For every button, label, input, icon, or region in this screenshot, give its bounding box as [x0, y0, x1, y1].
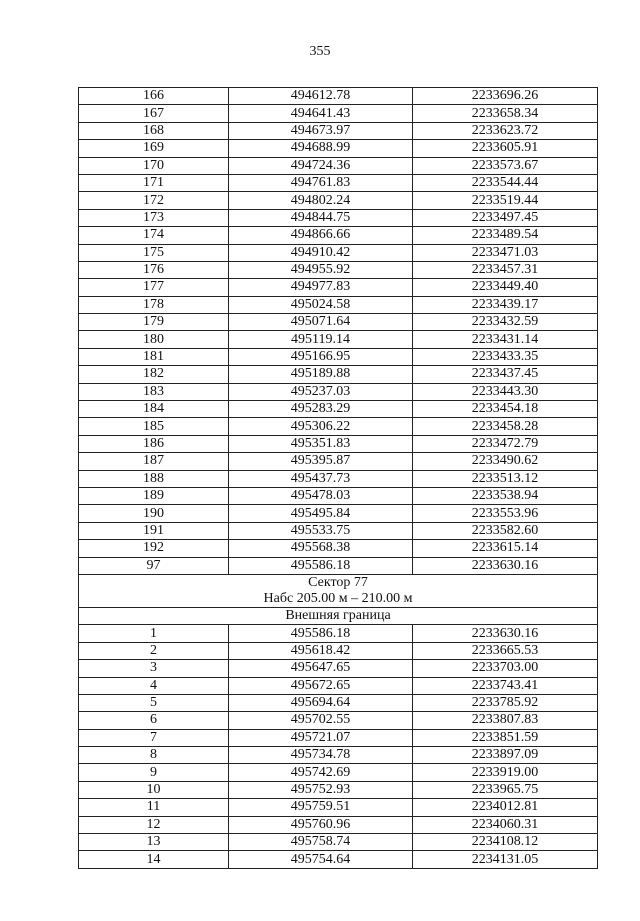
point-number-cell: 185	[79, 418, 229, 435]
x-coordinate-cell: 494724.36	[229, 157, 413, 174]
boundary-label: Внешняя граница	[79, 607, 598, 624]
table-row	[79, 122, 598, 139]
table-row	[79, 677, 598, 694]
y-coordinate-cell: 2233615.14	[413, 540, 598, 557]
point-number-cell: 10	[79, 781, 229, 798]
coordinates-table	[78, 87, 598, 869]
y-coordinate-cell: 2234060.31	[413, 816, 598, 833]
y-coordinate-cell: 2233807.83	[413, 712, 598, 729]
x-coordinate-cell: 495754.64	[229, 851, 413, 868]
point-number-cell: 13	[79, 834, 229, 851]
y-coordinate-cell: 2233623.72	[413, 122, 598, 139]
point-number-cell: 12	[79, 816, 229, 833]
table-row	[79, 453, 598, 470]
y-coordinate-cell: 2233490.62	[413, 453, 598, 470]
y-coordinate-cell: 2233513.12	[413, 470, 598, 487]
y-coordinate-cell: 2233582.60	[413, 522, 598, 539]
table-row	[79, 296, 598, 313]
table-row	[79, 88, 598, 105]
y-coordinate-cell: 2233489.54	[413, 227, 598, 244]
point-number-cell: 176	[79, 261, 229, 278]
table-row	[79, 157, 598, 174]
table-row	[79, 642, 598, 659]
table-row	[79, 227, 598, 244]
table-row	[79, 487, 598, 504]
table-row	[79, 694, 598, 711]
table-row	[79, 816, 598, 833]
point-number-cell: 1	[79, 625, 229, 642]
y-coordinate-cell: 2233437.45	[413, 366, 598, 383]
point-number-cell: 9	[79, 764, 229, 781]
x-coordinate-cell: 495752.93	[229, 781, 413, 798]
point-number-cell: 166	[79, 88, 229, 105]
y-coordinate-cell: 2233703.00	[413, 660, 598, 677]
table-row	[79, 314, 598, 331]
x-coordinate-cell: 495742.69	[229, 764, 413, 781]
x-coordinate-cell: 495495.84	[229, 505, 413, 522]
y-coordinate-cell: 2233553.96	[413, 505, 598, 522]
point-number-cell: 168	[79, 122, 229, 139]
table-row	[79, 140, 598, 157]
x-coordinate-cell: 495647.65	[229, 660, 413, 677]
x-coordinate-cell: 495071.64	[229, 314, 413, 331]
point-number-cell: 179	[79, 314, 229, 331]
x-coordinate-cell: 495189.88	[229, 366, 413, 383]
table-row	[79, 383, 598, 400]
point-number-cell: 177	[79, 279, 229, 296]
x-coordinate-cell: 494641.43	[229, 105, 413, 122]
point-number-cell: 186	[79, 435, 229, 452]
table-row	[79, 418, 598, 435]
table-row	[79, 192, 598, 209]
table-row	[79, 851, 598, 868]
x-coordinate-cell: 494977.83	[229, 279, 413, 296]
y-coordinate-cell: 2233439.17	[413, 296, 598, 313]
table-row	[79, 747, 598, 764]
table-row	[79, 764, 598, 781]
y-coordinate-cell: 2233443.30	[413, 383, 598, 400]
x-coordinate-cell: 494761.83	[229, 174, 413, 191]
point-number-cell: 97	[79, 557, 229, 574]
x-coordinate-cell: 495568.38	[229, 540, 413, 557]
point-number-cell: 170	[79, 157, 229, 174]
y-coordinate-cell: 2233544.44	[413, 174, 598, 191]
sector-title: Сектор 77	[308, 574, 368, 590]
point-number-cell: 183	[79, 383, 229, 400]
y-coordinate-cell: 2234131.05	[413, 851, 598, 868]
sector-header-cell	[79, 574, 598, 607]
x-coordinate-cell: 495351.83	[229, 435, 413, 452]
table-row	[79, 799, 598, 816]
point-number-cell: 178	[79, 296, 229, 313]
y-coordinate-cell: 2233897.09	[413, 747, 598, 764]
x-coordinate-cell: 495395.87	[229, 453, 413, 470]
point-number-cell: 171	[79, 174, 229, 191]
x-coordinate-cell: 495702.55	[229, 712, 413, 729]
x-coordinate-cell: 495694.64	[229, 694, 413, 711]
point-number-cell: 167	[79, 105, 229, 122]
table-row	[79, 348, 598, 365]
y-coordinate-cell: 2233630.16	[413, 557, 598, 574]
point-number-cell: 182	[79, 366, 229, 383]
sector-height-range: Набс 205.00 м – 210.00 м	[263, 590, 413, 606]
x-coordinate-cell: 495721.07	[229, 729, 413, 746]
point-number-cell: 8	[79, 747, 229, 764]
x-coordinate-cell: 494910.42	[229, 244, 413, 261]
x-coordinate-cell: 495024.58	[229, 296, 413, 313]
x-coordinate-cell: 495283.29	[229, 401, 413, 418]
y-coordinate-cell: 2234012.81	[413, 799, 598, 816]
sector-header-row	[79, 574, 598, 607]
x-coordinate-cell: 495478.03	[229, 487, 413, 504]
table-row	[79, 331, 598, 348]
table-row	[79, 105, 598, 122]
point-number-cell: 188	[79, 470, 229, 487]
x-coordinate-cell: 495119.14	[229, 331, 413, 348]
x-coordinate-cell: 495734.78	[229, 747, 413, 764]
point-number-cell: 5	[79, 694, 229, 711]
table-row	[79, 261, 598, 278]
table-row	[79, 781, 598, 798]
table-section-sector-77	[79, 625, 598, 868]
point-number-cell: 189	[79, 487, 229, 504]
x-coordinate-cell: 495586.18	[229, 625, 413, 642]
table-row	[79, 174, 598, 191]
y-coordinate-cell: 2233433.35	[413, 348, 598, 365]
table-row	[79, 209, 598, 226]
x-coordinate-cell: 495672.65	[229, 677, 413, 694]
y-coordinate-cell: 2233458.28	[413, 418, 598, 435]
point-number-cell: 4	[79, 677, 229, 694]
y-coordinate-cell: 2233471.03	[413, 244, 598, 261]
table-row	[79, 660, 598, 677]
point-number-cell: 14	[79, 851, 229, 868]
table-row	[79, 244, 598, 261]
boundary-row	[79, 607, 598, 624]
x-coordinate-cell: 495166.95	[229, 348, 413, 365]
point-number-cell: 187	[79, 453, 229, 470]
point-number-cell: 6	[79, 712, 229, 729]
x-coordinate-cell: 494844.75	[229, 209, 413, 226]
y-coordinate-cell: 2233919.00	[413, 764, 598, 781]
table-row	[79, 712, 598, 729]
y-coordinate-cell: 2233573.67	[413, 157, 598, 174]
table-row	[79, 540, 598, 557]
point-number-cell: 175	[79, 244, 229, 261]
x-coordinate-cell: 495237.03	[229, 383, 413, 400]
x-coordinate-cell: 494673.97	[229, 122, 413, 139]
point-number-cell: 3	[79, 660, 229, 677]
y-coordinate-cell: 2233785.92	[413, 694, 598, 711]
point-number-cell: 184	[79, 401, 229, 418]
page-number: 355	[309, 44, 331, 59]
x-coordinate-cell: 494866.66	[229, 227, 413, 244]
x-coordinate-cell: 495758.74	[229, 834, 413, 851]
point-number-cell: 173	[79, 209, 229, 226]
x-coordinate-cell: 494955.92	[229, 261, 413, 278]
point-number-cell: 191	[79, 522, 229, 539]
y-coordinate-cell: 2233472.79	[413, 435, 598, 452]
table-row	[79, 522, 598, 539]
y-coordinate-cell: 2233851.59	[413, 729, 598, 746]
point-number-cell: 190	[79, 505, 229, 522]
y-coordinate-cell: 2233630.16	[413, 625, 598, 642]
y-coordinate-cell: 2233743.41	[413, 677, 598, 694]
point-number-cell: 169	[79, 140, 229, 157]
x-coordinate-cell: 495306.22	[229, 418, 413, 435]
y-coordinate-cell: 2233457.31	[413, 261, 598, 278]
y-coordinate-cell: 2233605.91	[413, 140, 598, 157]
table-section-sector-header	[79, 574, 598, 624]
table-row	[79, 834, 598, 851]
x-coordinate-cell: 494612.78	[229, 88, 413, 105]
y-coordinate-cell: 2233658.34	[413, 105, 598, 122]
x-coordinate-cell: 495618.42	[229, 642, 413, 659]
table-row	[79, 366, 598, 383]
x-coordinate-cell: 494802.24	[229, 192, 413, 209]
point-number-cell: 180	[79, 331, 229, 348]
y-coordinate-cell: 2233696.26	[413, 88, 598, 105]
table-row	[79, 625, 598, 642]
x-coordinate-cell: 495759.51	[229, 799, 413, 816]
table-row	[79, 435, 598, 452]
y-coordinate-cell: 2233432.59	[413, 314, 598, 331]
y-coordinate-cell: 2233519.44	[413, 192, 598, 209]
y-coordinate-cell: 2233538.94	[413, 487, 598, 504]
table-row	[79, 279, 598, 296]
x-coordinate-cell: 495586.18	[229, 557, 413, 574]
y-coordinate-cell: 2233965.75	[413, 781, 598, 798]
y-coordinate-cell: 2233497.45	[413, 209, 598, 226]
x-coordinate-cell: 495437.73	[229, 470, 413, 487]
x-coordinate-cell: 495533.75	[229, 522, 413, 539]
table-row	[79, 557, 598, 574]
point-number-cell: 192	[79, 540, 229, 557]
point-number-cell: 2	[79, 642, 229, 659]
table-section-previous	[79, 88, 598, 575]
y-coordinate-cell: 2233454.18	[413, 401, 598, 418]
point-number-cell: 172	[79, 192, 229, 209]
x-coordinate-cell: 495760.96	[229, 816, 413, 833]
y-coordinate-cell: 2234108.12	[413, 834, 598, 851]
point-number-cell: 174	[79, 227, 229, 244]
table-row	[79, 505, 598, 522]
x-coordinate-cell: 494688.99	[229, 140, 413, 157]
table-row	[79, 401, 598, 418]
point-number-cell: 181	[79, 348, 229, 365]
point-number-cell: 11	[79, 799, 229, 816]
y-coordinate-cell: 2233449.40	[413, 279, 598, 296]
y-coordinate-cell: 2233665.53	[413, 642, 598, 659]
table-row	[79, 470, 598, 487]
point-number-cell: 7	[79, 729, 229, 746]
y-coordinate-cell: 2233431.14	[413, 331, 598, 348]
table-row	[79, 729, 598, 746]
